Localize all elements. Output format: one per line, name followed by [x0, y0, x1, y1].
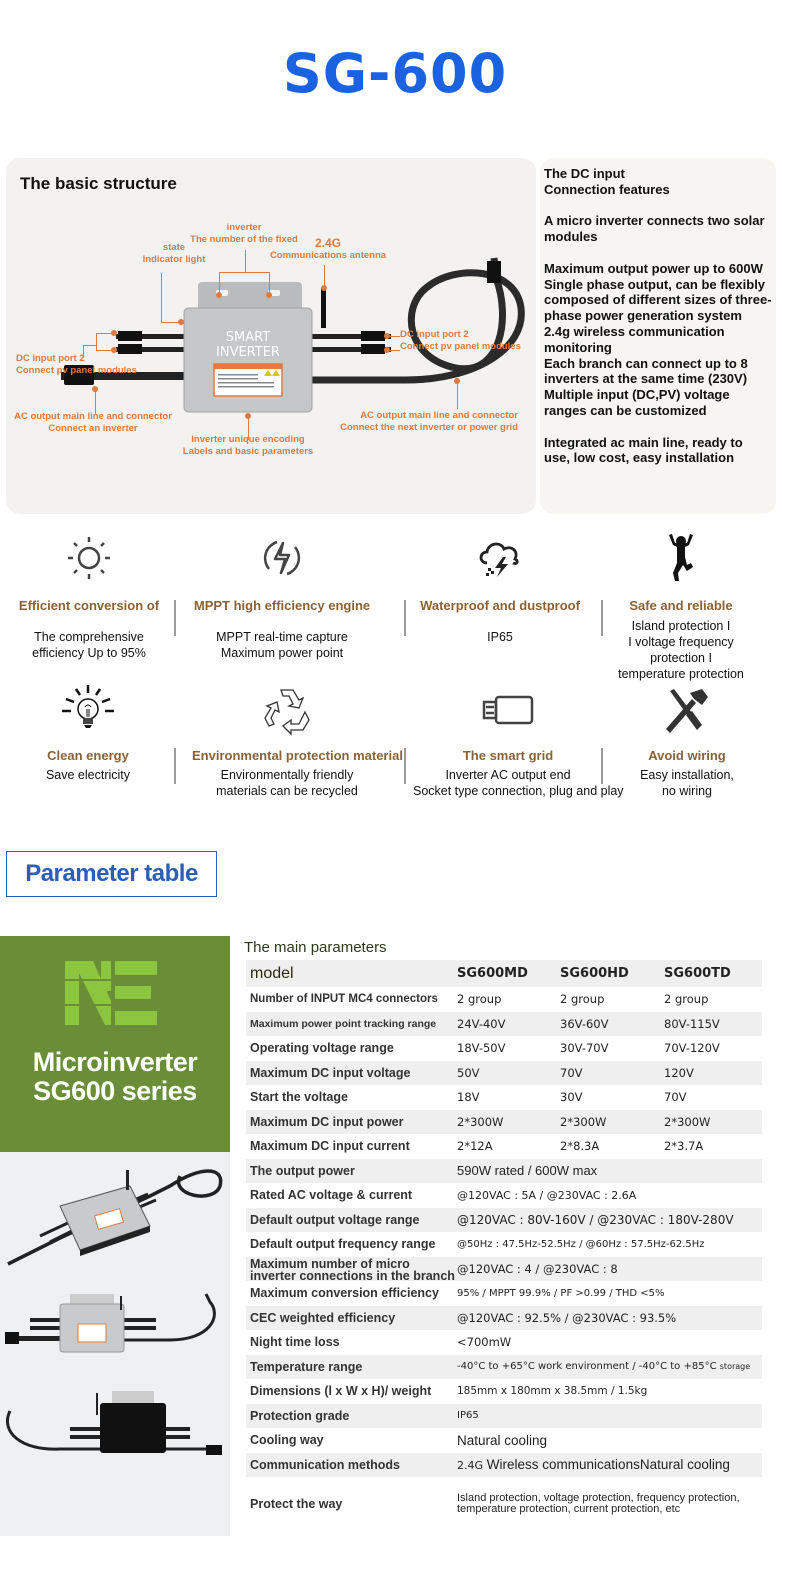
feature-smart-grid: The smart grid Inverter AC output end Socket type connection, plug and play: [413, 682, 603, 799]
table-row: Night time loss <700mW: [250, 1335, 512, 1350]
label-dc-input-right: DC input port 2 Connect pv panel modules: [400, 329, 521, 352]
label-antenna: 2.4G Communications antenna: [269, 236, 387, 261]
table-header-row: model SG600MD SG600HD SG600TD: [246, 960, 762, 987]
feature-item: 2.4g wireless communication monitoring: [544, 323, 725, 355]
feature-environmental: Environmental protection material Environmentally friendly materials can be recycled: [192, 682, 382, 799]
table-row: Protect the way Island protection, voltage protection, frequency protection, temperature protection, current protection, etc: [250, 1492, 740, 1515]
product-image-angled: [0, 1156, 230, 1276]
model-sg600td: SG600TD: [664, 966, 731, 981]
label-dc-input-left: DC input port 2 Connect pv panel modules: [16, 353, 137, 376]
label-encoding: Inverter unique encoding Labels and basic parameters: [182, 434, 314, 457]
feature-item: Maximum output power up to 600W: [544, 260, 763, 276]
divider: [174, 748, 176, 784]
feature-item: Single phase output, can be flexibly composed of different sizes of three-phase power generation system: [544, 276, 772, 324]
table-row: Operating voltage range 18V-50V 30V-70V 70V-120V: [250, 1041, 720, 1056]
plug-socket-icon: [480, 693, 536, 727]
feature-clean-energy: Clean energy Save electricity: [0, 682, 183, 783]
feature-avoid-wiring: Avoid wiring Easy installation, no wiring: [592, 682, 782, 799]
feature-item: Each branch can connect up to 8 inverters at the same time (230V): [544, 355, 748, 387]
recycle-icon: [261, 684, 313, 736]
series-banner: [0, 936, 230, 1152]
light-bulb-icon: [58, 683, 118, 737]
product-image-front: [0, 1276, 230, 1376]
table-row: Temperature range -40°C to +65°C work environment / -40°C to +85°C storage: [246, 1355, 762, 1380]
table-row: Start the voltage 18V 30V 70V: [250, 1090, 687, 1105]
feature-item: A micro inverter connects two solar modules: [544, 213, 765, 245]
label-ac-output-left: AC output main line and connector Connect an inverter: [14, 411, 172, 434]
tools-icon: [662, 685, 712, 735]
label-state-indicator: state Indicator light: [142, 242, 206, 265]
table-row: Number of INPUT MC4 connectors 2 group 2 group 2 group: [250, 992, 709, 1007]
basic-structure-panel: [6, 158, 536, 514]
feature-heading: The DC input Connection features: [544, 166, 670, 197]
series-card: [0, 936, 230, 1536]
model-sg600md: SG600MD: [457, 966, 528, 981]
label-ac-output-right: AC output main line and connector Connect the next inverter or power grid: [340, 410, 518, 433]
feature-item: Multiple input (DC,PV) voltage ranges can be customized: [544, 387, 730, 418]
table-row: The output power 590W rated / 600W max: [246, 1159, 762, 1184]
params-title: The main parameters: [244, 939, 387, 956]
product-image-black: [0, 1381, 230, 1481]
table-row: Communication methods 2.4G Wireless communicationsNatural cooling: [246, 1453, 762, 1478]
table-row: Rated AC voltage & current @120VAC : 5A / @230VAC : 2.6A: [250, 1188, 637, 1203]
params-table: [246, 960, 762, 1531]
storm-cloud-icon: [475, 535, 525, 581]
table-row: Default output voltage range @120VAC : 80V-160V / @230VAC : 180V-280V: [246, 1208, 762, 1233]
feature-efficient-conversion: Efficient conversion of The comprehensive efficiency Up to 95%: [0, 530, 184, 661]
parameter-table-button[interactable]: Parameter table: [6, 851, 217, 897]
table-row: Dimensions (l x W x H)/ weight 185mm x 180mm x 38.5mm / 1.5kg: [250, 1384, 648, 1399]
table-row: CEC weighted efficiency @120VAC : 92.5% / @230VAC : 93.5%: [246, 1306, 762, 1331]
table-row: Maximum number of micro inverter connections in the branch @120VAC : 4 / @230VAC : 8: [246, 1257, 762, 1282]
table-row: Maximum DC input power 2*300W 2*300W 2*300W: [246, 1110, 762, 1135]
device-label-smart: SMART: [225, 330, 271, 345]
table-row: Maximum DC input current 2*12A 2*8.3A 2*3.7A: [250, 1139, 704, 1154]
table-row: Maximum DC input voltage 50V 70V 120V: [246, 1061, 762, 1086]
table-row: Maximum conversion efficiency 95% / MPPT 99.9% / PF >0.99 / THD <5%: [250, 1286, 665, 1301]
person-jump-icon: [663, 533, 699, 583]
feature-safe-reliable: Safe and reliable Island protection I I voltage frequency protection I temperature protection: [586, 530, 776, 682]
feature-mppt: MPPT high efficiency engine MPPT real-time capture Maximum power point: [187, 530, 377, 661]
table-row: Maximum power point tracking range 24V-40V 36V-60V 80V-115V: [246, 1012, 762, 1037]
feature-waterproof: Waterproof and dustproof IP65: [405, 530, 595, 645]
page-title: SG-600: [282, 42, 508, 105]
structure-title: The basic structure: [20, 174, 177, 193]
series-title: Microinverter SG600 series: [32, 1047, 198, 1106]
divider: [404, 748, 406, 784]
device-label-inverter: INVERTER: [216, 345, 280, 360]
table-row: Protection grade IP65: [246, 1404, 762, 1429]
sun-icon: [64, 533, 114, 583]
dc-input-features-panel: [540, 158, 776, 514]
table-row: Cooling way Natural cooling: [250, 1432, 548, 1448]
ne-logo-icon: [65, 961, 157, 1025]
model-sg600hd: SG600HD: [560, 966, 629, 981]
feature-item: Integrated ac main line, ready to use, low cost, easy installation: [544, 434, 743, 466]
divider: [601, 600, 603, 636]
divider: [404, 600, 406, 636]
lightning-cycle-icon: [259, 535, 305, 581]
divider: [601, 748, 603, 784]
label-fixed-inverter: inverter The number of the fixed: [190, 222, 298, 245]
divider: [174, 600, 176, 636]
table-row: Default output frequency range @50Hz : 47.5Hz-52.5Hz / @60Hz : 57.5Hz-62.5Hz: [250, 1237, 705, 1252]
